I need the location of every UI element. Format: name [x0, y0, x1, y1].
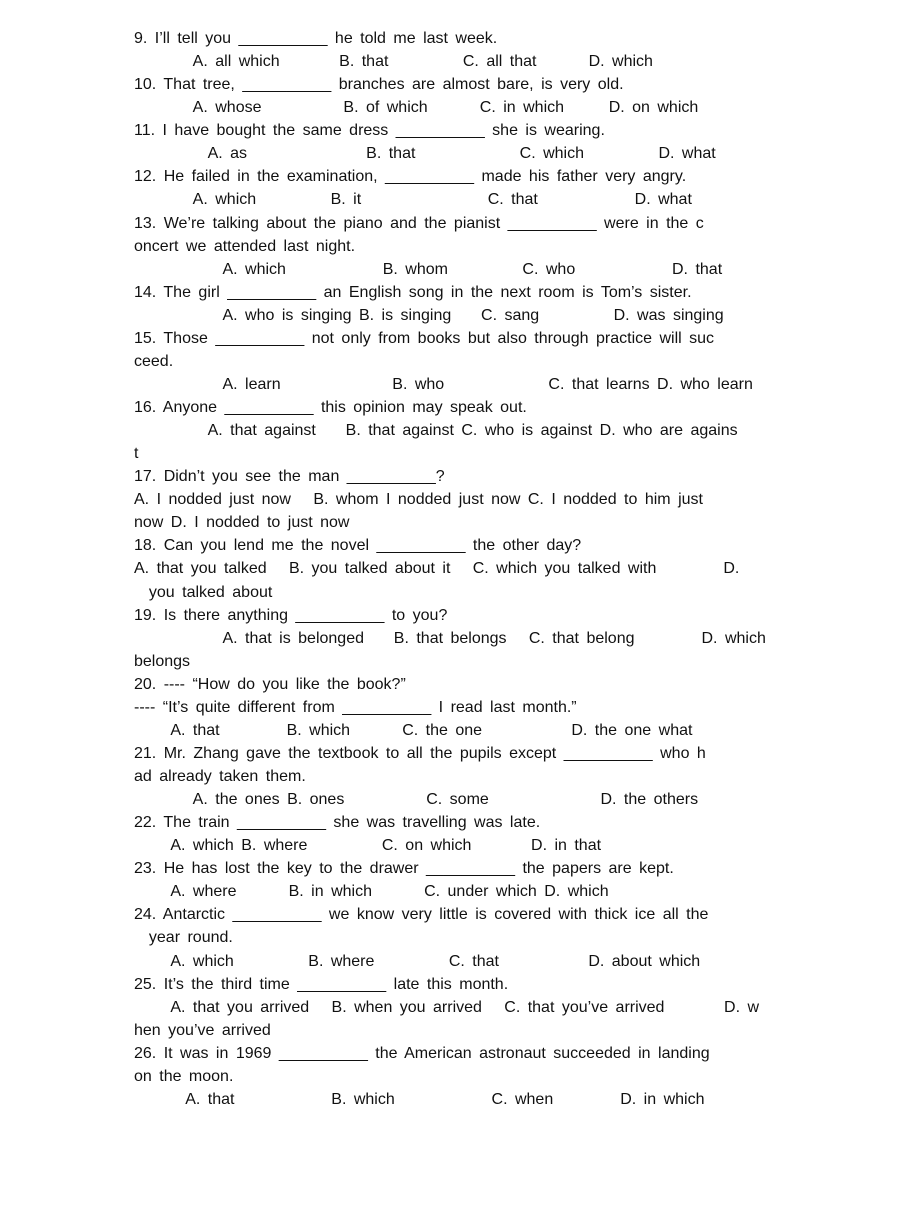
text-line: year round.: [134, 929, 233, 947]
text-line: A. I nodded just now B. whom I nodded just now C. I nodded to him just: [134, 491, 703, 509]
text-line: 16. Anyone __________ this opinion may speak out.: [134, 399, 527, 416]
text-line: oncert we attended last night.: [134, 237, 356, 255]
text-line: A. learn B. who C. that learns D. who learn: [134, 375, 753, 393]
text-line: A. that you talked B. you talked about it C. which you talked with D.: [134, 560, 740, 578]
text-line: ad already taken them.: [134, 768, 306, 785]
text-line: A. that is belonged B. that belongs C. that belong D. which: [134, 629, 766, 647]
text-line: A. whose B. of which C. in which D. on which: [134, 99, 699, 117]
text-line: 24. Antarctic __________ we know very little is covered with thick ice all the: [134, 906, 709, 924]
text-line: A. that you arrived B. when you arrived C. that you’ve arrived D. w: [134, 998, 760, 1016]
text-line: 15. Those __________ not only from books but also through practice will suc: [134, 329, 715, 347]
text-line: 9. I’ll tell you __________ he told me last week.: [134, 30, 498, 47]
text-line: A. where B. in which C. under which D. which: [134, 883, 609, 901]
text-line: now D. I nodded to just now: [134, 514, 350, 532]
text-line: 11. I have bought the same dress __________ she is wearing.: [134, 122, 605, 140]
text-line: on the moon.: [134, 1067, 234, 1085]
text-line: 13. We’re talking about the piano and the pianist __________ were in the c: [134, 214, 704, 232]
text-line: A. that B. which C. the one D. the one what: [134, 721, 693, 739]
exercise-text: [134, 27, 790, 1111]
text-line: you talked about: [134, 583, 273, 601]
text-line: 14. The girl __________ an English song in the next room is Tom’s sister.: [134, 283, 692, 301]
text-line: A. which B. it C. that D. what: [134, 191, 692, 209]
text-line: 17. Didn’t you see the man __________?: [134, 468, 445, 486]
text-line: t: [134, 445, 139, 463]
text-line: A. who is singing B. is singing C. sang D. was singing: [134, 306, 724, 324]
text-line: A. which B. where C. on which D. in that: [134, 837, 602, 855]
text-line: belongs: [134, 652, 191, 670]
text-line: A. all which B. that C. all that D. which: [134, 53, 653, 71]
text-line: 26. It was in 1969 __________ the American astronaut succeeded in landing: [134, 1044, 710, 1062]
text-line: A. that against B. that against C. who is against D. who are agains: [134, 422, 738, 440]
text-line: hen you’ve arrived: [134, 1021, 271, 1039]
text-line: 10. That tree, __________ branches are almost bare, is very old.: [134, 76, 624, 94]
text-line: 21. Mr. Zhang gave the textbook to all the pupils except __________ who h: [134, 744, 706, 762]
text-line: A. the ones B. ones C. some D. the others: [134, 791, 699, 809]
text-line: 23. He has lost the key to the drawer __________ the papers are kept.: [134, 860, 674, 878]
text-line: 18. Can you lend me the novel __________ the other day?: [134, 537, 582, 555]
text-line: A. which B. where C. that D. about which: [134, 952, 701, 970]
text-line: A. as B. that C. which D. what: [134, 145, 716, 163]
text-line: 25. It’s the third time __________ late this month.: [134, 975, 509, 993]
text-line: A. that B. which C. when D. in which: [134, 1090, 705, 1108]
text-line: A. which B. whom C. who D. that: [134, 260, 723, 278]
text-line: ---- “It’s quite different from __________ I read last month.”: [134, 698, 577, 716]
text-line: 12. He failed in the examination, __________ made his father very angry.: [134, 168, 687, 186]
text-line: ceed.: [134, 352, 174, 370]
text-line: 19. Is there anything __________ to you?: [134, 606, 448, 624]
text-line: 20. ---- “How do you like the book?”: [134, 675, 406, 693]
text-line: 22. The train __________ she was travelling was late.: [134, 814, 541, 832]
